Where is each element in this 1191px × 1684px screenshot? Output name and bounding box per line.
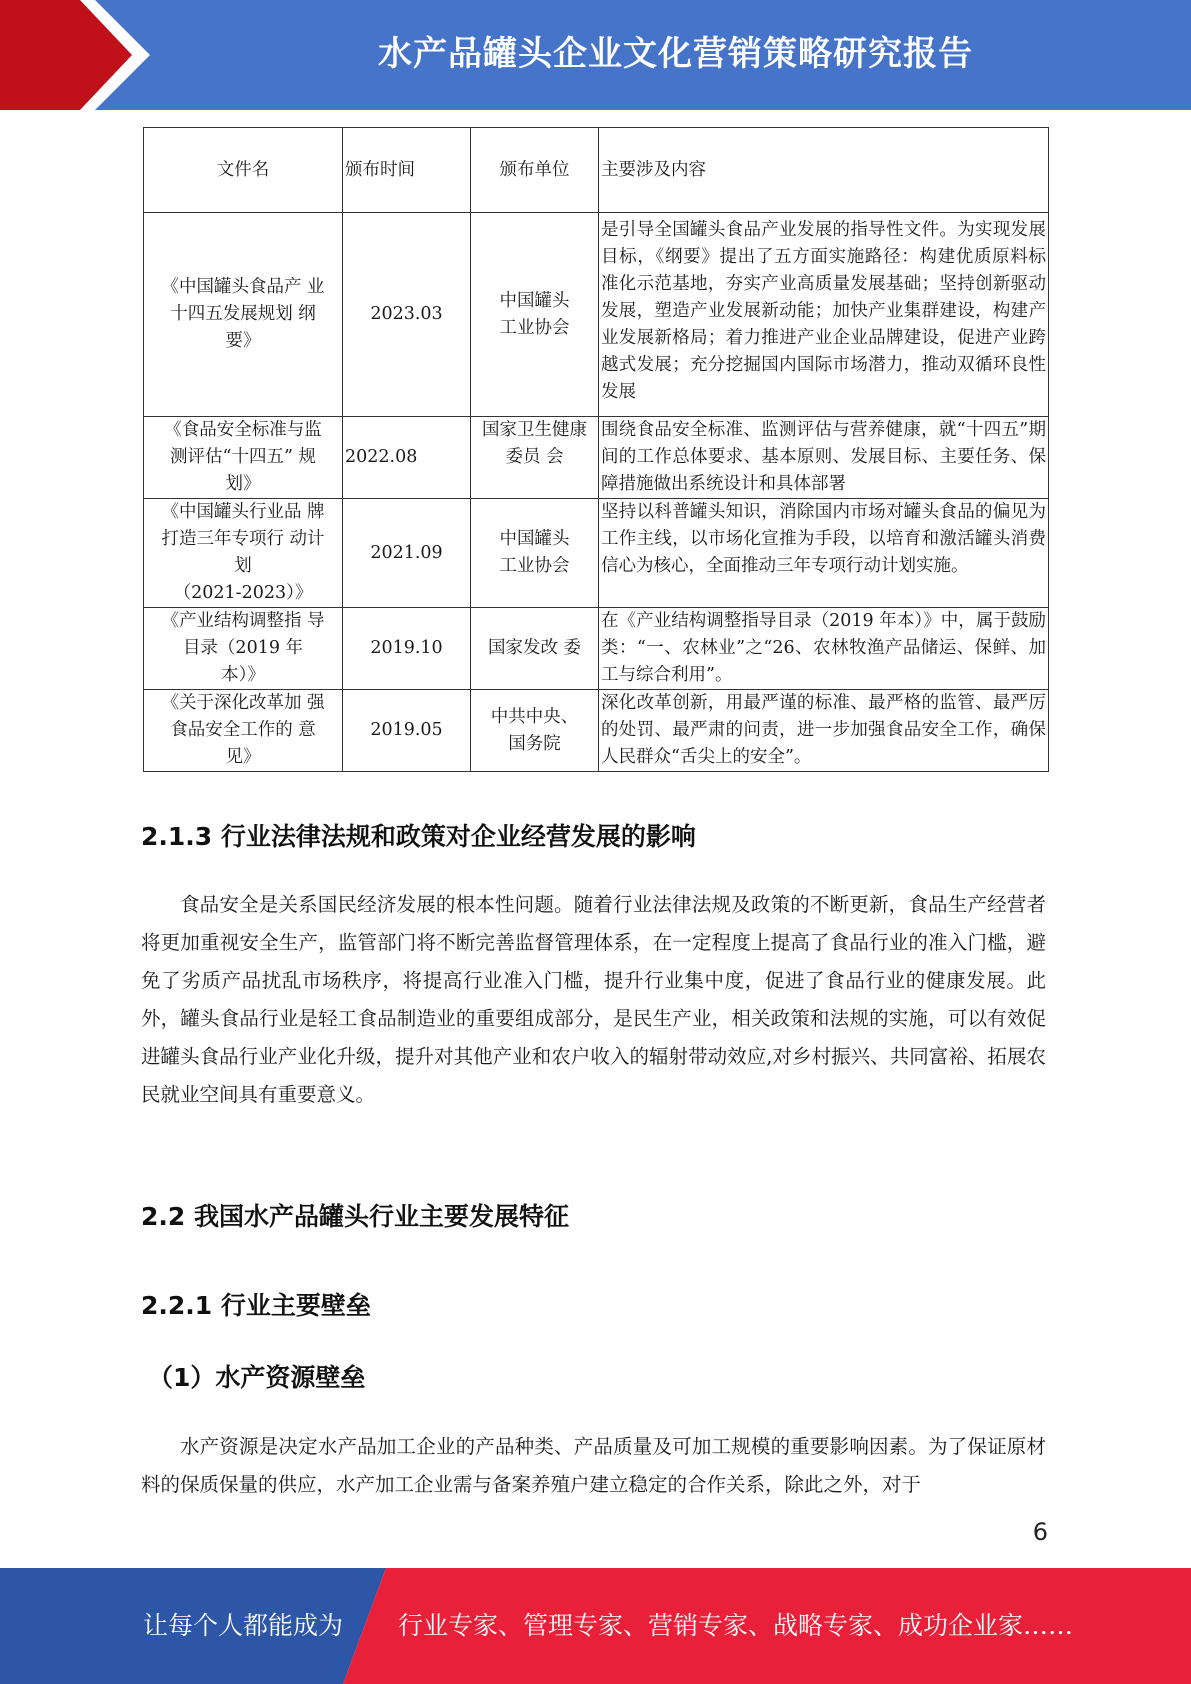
doc-org-line: 国家发改 委	[487, 638, 582, 658]
header-content: 主要涉及内容	[599, 128, 1049, 213]
doc-name-line: 本）》	[221, 665, 265, 685]
report-title: 水产品罐头企业文化营销策略研究报告	[378, 34, 973, 74]
doc-name-line: 要》	[225, 331, 261, 351]
doc-content-text: 坚持以科普罐头知识，消除国内市场对罐头食品的偏见为工作主线，以市场化宣推为手段，以培育和激活罐头消费信心为核心，全面推动三年专项行动计划实施。	[601, 502, 1046, 576]
doc-name	[144, 499, 343, 608]
table-row	[144, 608, 1049, 690]
policy-table	[143, 127, 1049, 772]
doc-org-line: 国家卫生健康	[482, 420, 587, 440]
doc-name-line: 《关于深化改革加 强	[161, 693, 325, 713]
footer-banner	[0, 1568, 1191, 1684]
header-arrow-icon	[0, 0, 160, 110]
doc-org	[471, 690, 599, 772]
header-banner	[0, 0, 1191, 110]
doc-name-line: 《中国罐头食品产 业	[161, 277, 325, 297]
doc-org-line: 中共中央、	[490, 706, 579, 727]
table-row	[144, 499, 1049, 608]
doc-org-line: 中国罐头	[499, 529, 570, 549]
doc-name-line: 划	[234, 556, 252, 576]
footer-slogan-left: 让每个人都能成为	[143, 1611, 344, 1640]
table-header-row	[144, 128, 1049, 213]
doc-content	[599, 608, 1049, 690]
doc-content-text: 围绕食品安全标准、监测评估与营养健康，就“十四五”期间的工作总体要求、基本原则、发展目标、主要任务、保障措施做出系统设计和具体部署	[601, 420, 1046, 494]
doc-org	[471, 213, 599, 417]
doc-org-line: 委员 会	[505, 447, 564, 467]
doc-content	[599, 213, 1049, 417]
doc-name-line: 划》	[225, 474, 261, 494]
doc-org-line: 工业协会	[499, 556, 570, 576]
footer-slogan-right: 行业专家、管理专家、营销专家、战略专家、成功企业家……	[398, 1611, 1074, 1640]
doc-name-line: 测评估“十四五” 规	[170, 447, 316, 467]
doc-date: 2019.10	[343, 608, 471, 690]
section-2-1-3-paragraph: 食品安全是关系国民经济发展的根本性问题。随着行业法律法规及政策的不断更新，食品生产经营者将更加重视安全生产，监管部门将不断完善监督管理体系，在一定程度上提高了食品行业的准入门槛，避免了劣质产品扰乱市场秩序，将提高行业准入门槛，提升行业集中度，促进了食品行业的健康发展。此外，罐头食品行业是轻工食品制造业的重要组成部分，是民生产业，相关政策和法规的实施，可以有效促进罐头食品行业产业化升级，提升对其他产业和农户收入的辐射带动效应,对乡村振兴、共同富裕、拓展农民就业空间具有重要意义。	[141, 893, 1046, 1106]
doc-name-line: 《产业结构调整指 导	[161, 611, 325, 631]
section-heading-2-2-1: 2.2.1 行业主要壁垒	[141, 1291, 371, 1320]
doc-name-line: 十四五发展规划 纲	[170, 304, 316, 324]
doc-content-text: 在《产业结构调整指导目录（2019 年本）》中，属于鼓励类：“一、农林业”之“26、农林牧渔产品储运、保鲜、加工与综合利用”。	[601, 611, 1046, 685]
doc-content-text: 是引导全国罐头食品产业发展的指导性文件。为实现发展目标，《纲要》提出了五方面实施路径：构建优质原料标准化示范基地，夯实产业高质量发展基础；坚持创新驱动发展，塑造产业发展新动能；加快产业集群建设，构建产业发展新格局；着力推进产业企业品牌建设，促进产业跨越式发展；充分挖掘国内国际市场潜力，推动双循环良性发展	[601, 220, 1046, 402]
doc-name-line: 食品安全工作的 意	[170, 720, 316, 740]
header-date: 颁布时间	[343, 128, 471, 213]
doc-org	[471, 499, 599, 608]
table-row	[144, 213, 1049, 417]
subsection-heading-1: （1）水产资源壁垒	[148, 1363, 366, 1392]
doc-date: 2022.08	[343, 417, 471, 499]
doc-name	[144, 417, 343, 499]
doc-name	[144, 690, 343, 772]
doc-content-text: 深化改革创新，用最严谨的标准、最严格的监管、最严厉的处罚、最严肃的问责，进一步加强食品安全工作，确保人民群众“舌尖上的安全”。	[601, 693, 1046, 767]
doc-name-line: 《食品安全标准与监	[164, 420, 322, 440]
table-row	[144, 417, 1049, 499]
doc-name-line: 《中国罐头行业品 牌	[161, 502, 325, 522]
doc-org-line: 中国罐头	[499, 290, 570, 311]
doc-name-line: （2021-2023）》	[173, 583, 313, 603]
doc-name	[144, 608, 343, 690]
doc-org-line: 国务院	[508, 733, 561, 754]
doc-name	[144, 213, 343, 417]
table-row	[144, 690, 1049, 772]
doc-date: 2021.09	[343, 499, 471, 608]
header-org: 颁布单位	[471, 128, 599, 213]
header-name: 文件名	[144, 128, 343, 213]
doc-content	[599, 690, 1049, 772]
doc-content	[599, 499, 1049, 608]
doc-date: 2023.03	[343, 213, 471, 417]
section-heading-2-2: 2.2 我国水产品罐头行业主要发展特征	[141, 1202, 569, 1231]
section-heading-2-1-3: 2.1.3 行业法律法规和政策对企业经营发展的影响	[141, 822, 696, 851]
doc-org	[471, 417, 599, 499]
doc-org-line: 工业协会	[499, 317, 570, 338]
doc-content	[599, 417, 1049, 499]
doc-org	[471, 608, 599, 690]
doc-date: 2019.05	[343, 690, 471, 772]
doc-name-line: 见》	[225, 747, 261, 767]
page-number: 6	[1032, 1518, 1048, 1546]
subsection-1-paragraph: 水产资源是决定水产品加工企业的产品种类、产品质量及可加工规模的重要影响因素。为了保证原材料的保质保量的供应，水产加工企业需与备案养殖户建立稳定的合作关系，除此之外，对于	[141, 1435, 1046, 1496]
doc-name-line: 目录（2019 年	[182, 638, 304, 658]
doc-name-line: 打造三年专项行 动计	[161, 529, 325, 549]
